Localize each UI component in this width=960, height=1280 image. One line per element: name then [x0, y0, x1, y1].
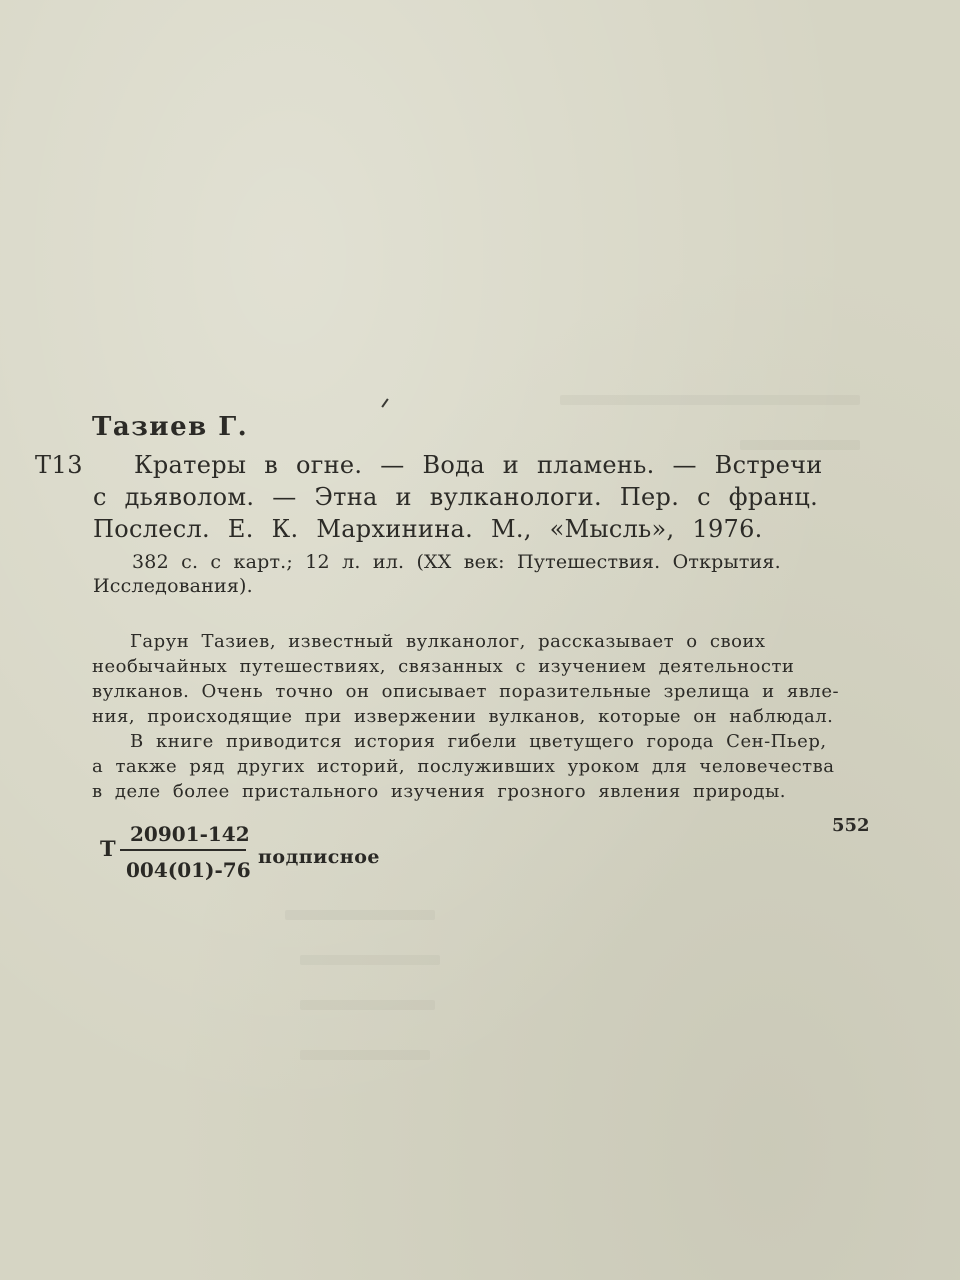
annotation-line: В книге приводится история гибели цветущего города Сен-Пьер,	[130, 731, 827, 752]
imprint-letter: Т	[100, 836, 116, 861]
author-name: Тазиев Г.	[92, 412, 249, 442]
physical-description-line: 382 с. с карт.; 12 л. ил. (XX век: Путешествия. Открытия.	[132, 551, 781, 573]
description-line: Послесл. Е. К. Мархинина. М., «Мысль», 1976.	[93, 515, 763, 543]
bleed-through-mark	[300, 955, 440, 965]
physical-description-line: Исследования).	[93, 575, 253, 597]
fraction-bar	[120, 849, 246, 851]
description-line: с дьяволом. — Этна и вулканологи. Пер. с франц.	[93, 483, 819, 511]
bleed-through-mark	[560, 395, 860, 405]
annotation-line: вулканов. Очень точно он описывает поразительные зрелища и явле-	[92, 681, 840, 702]
catalog-index: Т13	[35, 451, 84, 479]
annotation-line: ния, происходящие при извержении вулканов, которые он наблюдал.	[92, 706, 834, 727]
description-line: Кратеры в огне. — Вода и пламень. — Встречи	[134, 451, 823, 479]
imprint-denominator: 004(01)-76	[126, 858, 251, 882]
pencil-tick-mark	[381, 398, 388, 407]
bleed-through-mark	[300, 1000, 435, 1010]
imprint-numerator: 20901-142	[130, 822, 250, 846]
bleed-through-mark	[740, 440, 860, 450]
bleed-through-mark	[300, 1050, 430, 1060]
imprint-number: 552	[832, 815, 870, 836]
annotation-line: необычайных путешествиях, связанных с изучением деятельности	[92, 656, 795, 677]
annotation-line: в деле более пристального изучения грозного явления природы.	[92, 781, 786, 802]
annotation-line: Гарун Тазиев, известный вулканолог, рассказывает о своих	[130, 631, 766, 652]
subscription-label: подписное	[258, 846, 380, 868]
bleed-through-mark	[285, 910, 435, 920]
annotation-line: а также ряд других историй, послуживших уроком для человечества	[92, 756, 835, 777]
imprint-code	[100, 822, 400, 882]
